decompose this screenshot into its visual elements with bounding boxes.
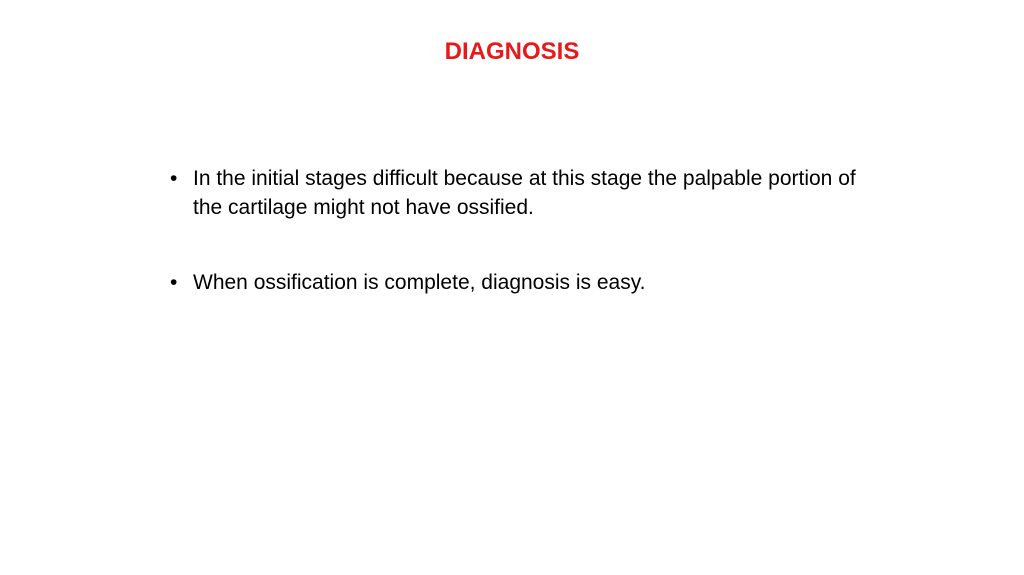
bullet-item (170, 164, 860, 222)
slide-title: DIAGNOSIS (444, 38, 580, 65)
bullet-text: In the initial stages difficult because at this stage the palpable portion of the cartilage might not have ossified. (193, 167, 856, 219)
bullet-icon: • (170, 271, 178, 294)
bullet-icon: • (170, 167, 178, 190)
bullet-text: When ossification is complete, diagnosis is easy. (193, 271, 646, 294)
bullet-item (170, 268, 860, 297)
bullet-list (170, 164, 860, 297)
